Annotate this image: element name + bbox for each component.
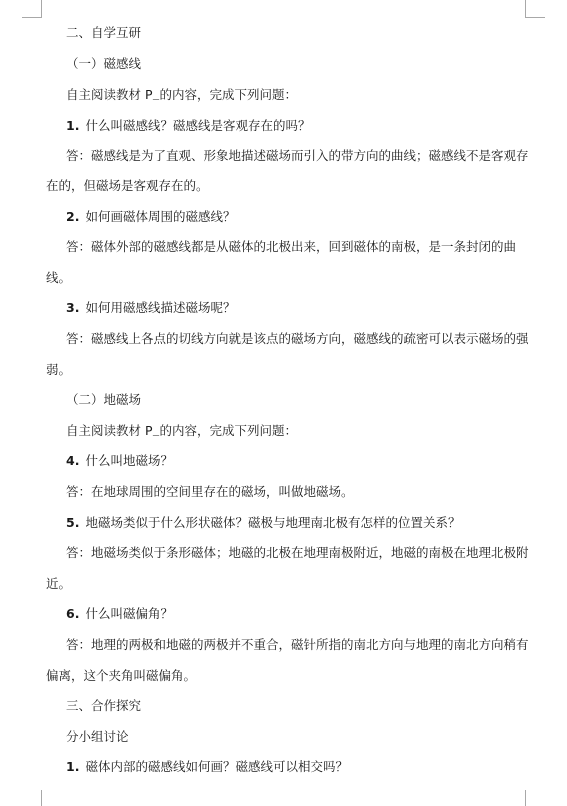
answer-3-line-2 (46, 362, 521, 378)
question-3 (66, 300, 521, 316)
intro-text-end: 的内容，完成下列问题： (159, 423, 298, 438)
question-text: 什么叫磁感线？磁感线是客观存在的吗？ (85, 118, 311, 133)
answer-2-line-1 (66, 239, 521, 255)
question-text: 如何用磁感线描述磁场呢？ (85, 300, 236, 315)
section-2-title: 二、自学互研 (66, 25, 142, 40)
intro-text-end: 的内容，完成下列问题： (159, 87, 298, 102)
question-text: 地磁场类似于什么形状磁体？磁极与地理南北极有怎样的位置关系？ (85, 515, 461, 530)
question-number: 2. (66, 209, 80, 224)
page-subscript: — (152, 431, 160, 439)
subsection-1-heading (66, 56, 521, 72)
answer-text: 答：在地球周围的空间里存在的磁场，叫做地磁场。 (66, 484, 354, 499)
answer-2-line-2 (46, 270, 521, 286)
answer-text: 偏离，这个夹角叫磁偏角。 (46, 668, 197, 683)
answer-text: 近。 (46, 576, 72, 591)
section-3-title: 三、合作探究 (66, 698, 142, 713)
question-number: 5. (66, 515, 80, 530)
section-2-heading (66, 25, 521, 41)
question-number: 3. (66, 300, 80, 315)
answer-text: 弱。 (46, 362, 72, 377)
answer-text: 答：磁感线是为了直观、形象地描述磁场而引入的带方向的曲线；磁感线不是客观存 (66, 148, 529, 163)
intro-text: 自主阅读教材 P (66, 423, 153, 438)
answer-4-line-1 (66, 484, 521, 500)
question-4 (66, 453, 521, 469)
answer-text: 答：地磁场类似于条形磁体；地磁的北极在地理南极附近，地磁的南极在地理北极附 (66, 545, 529, 560)
question-2 (66, 209, 521, 225)
question-6 (66, 606, 521, 622)
question-number: 1. (66, 118, 80, 133)
question-text: 如何画磁体周围的磁感线？ (85, 209, 236, 224)
question-text: 什么叫磁偏角？ (85, 606, 173, 621)
subsection-1-intro (66, 87, 521, 107)
group-discussion-heading (66, 729, 521, 745)
answer-5-line-1 (66, 545, 529, 561)
intro-text: 自主阅读教材 P (66, 87, 153, 102)
answer-1-line-1 (66, 148, 529, 164)
answer-text: 在的，但磁场是客观存在的。 (46, 178, 209, 193)
answer-6-line-2 (46, 668, 521, 684)
answer-text: 答：磁感线上各点的切线方向就是该点的磁场方向，磁感线的疏密可以表示磁场的强 (66, 331, 529, 346)
question-number: 1. (66, 759, 80, 774)
question-1 (66, 118, 521, 134)
answer-1-line-2 (46, 178, 521, 194)
answer-text: 答：磁体外部的磁感线都是从磁体的北极出来，回到磁体的南极，是一条封闭的曲 (66, 239, 517, 254)
answer-text: 答：地理的两极和地磁的两极并不重合，磁针所指的南北方向与地理的南北方向稍有 (66, 637, 529, 652)
group-discussion-title: 分小组讨论 (66, 729, 129, 744)
discussion-question-1 (66, 759, 521, 775)
answer-6-line-1 (66, 637, 529, 653)
question-text: 什么叫地磁场？ (85, 453, 173, 468)
question-number: 6. (66, 606, 80, 621)
subsection-2-intro (66, 423, 521, 443)
subsection-2-heading (66, 392, 521, 408)
question-text: 磁体内部的磁感线如何画？磁感线可以相交吗？ (85, 759, 348, 774)
subsection-2-title: （二）地磁场 (66, 392, 142, 407)
page-subscript: — (152, 95, 160, 103)
section-3-heading (66, 698, 521, 714)
question-number: 4. (66, 453, 80, 468)
answer-3-line-1 (66, 331, 529, 347)
answer-5-line-2 (46, 576, 521, 592)
subsection-1-title: （一）磁感线 (66, 56, 142, 71)
answer-text: 线。 (46, 270, 72, 285)
question-5 (66, 515, 521, 531)
